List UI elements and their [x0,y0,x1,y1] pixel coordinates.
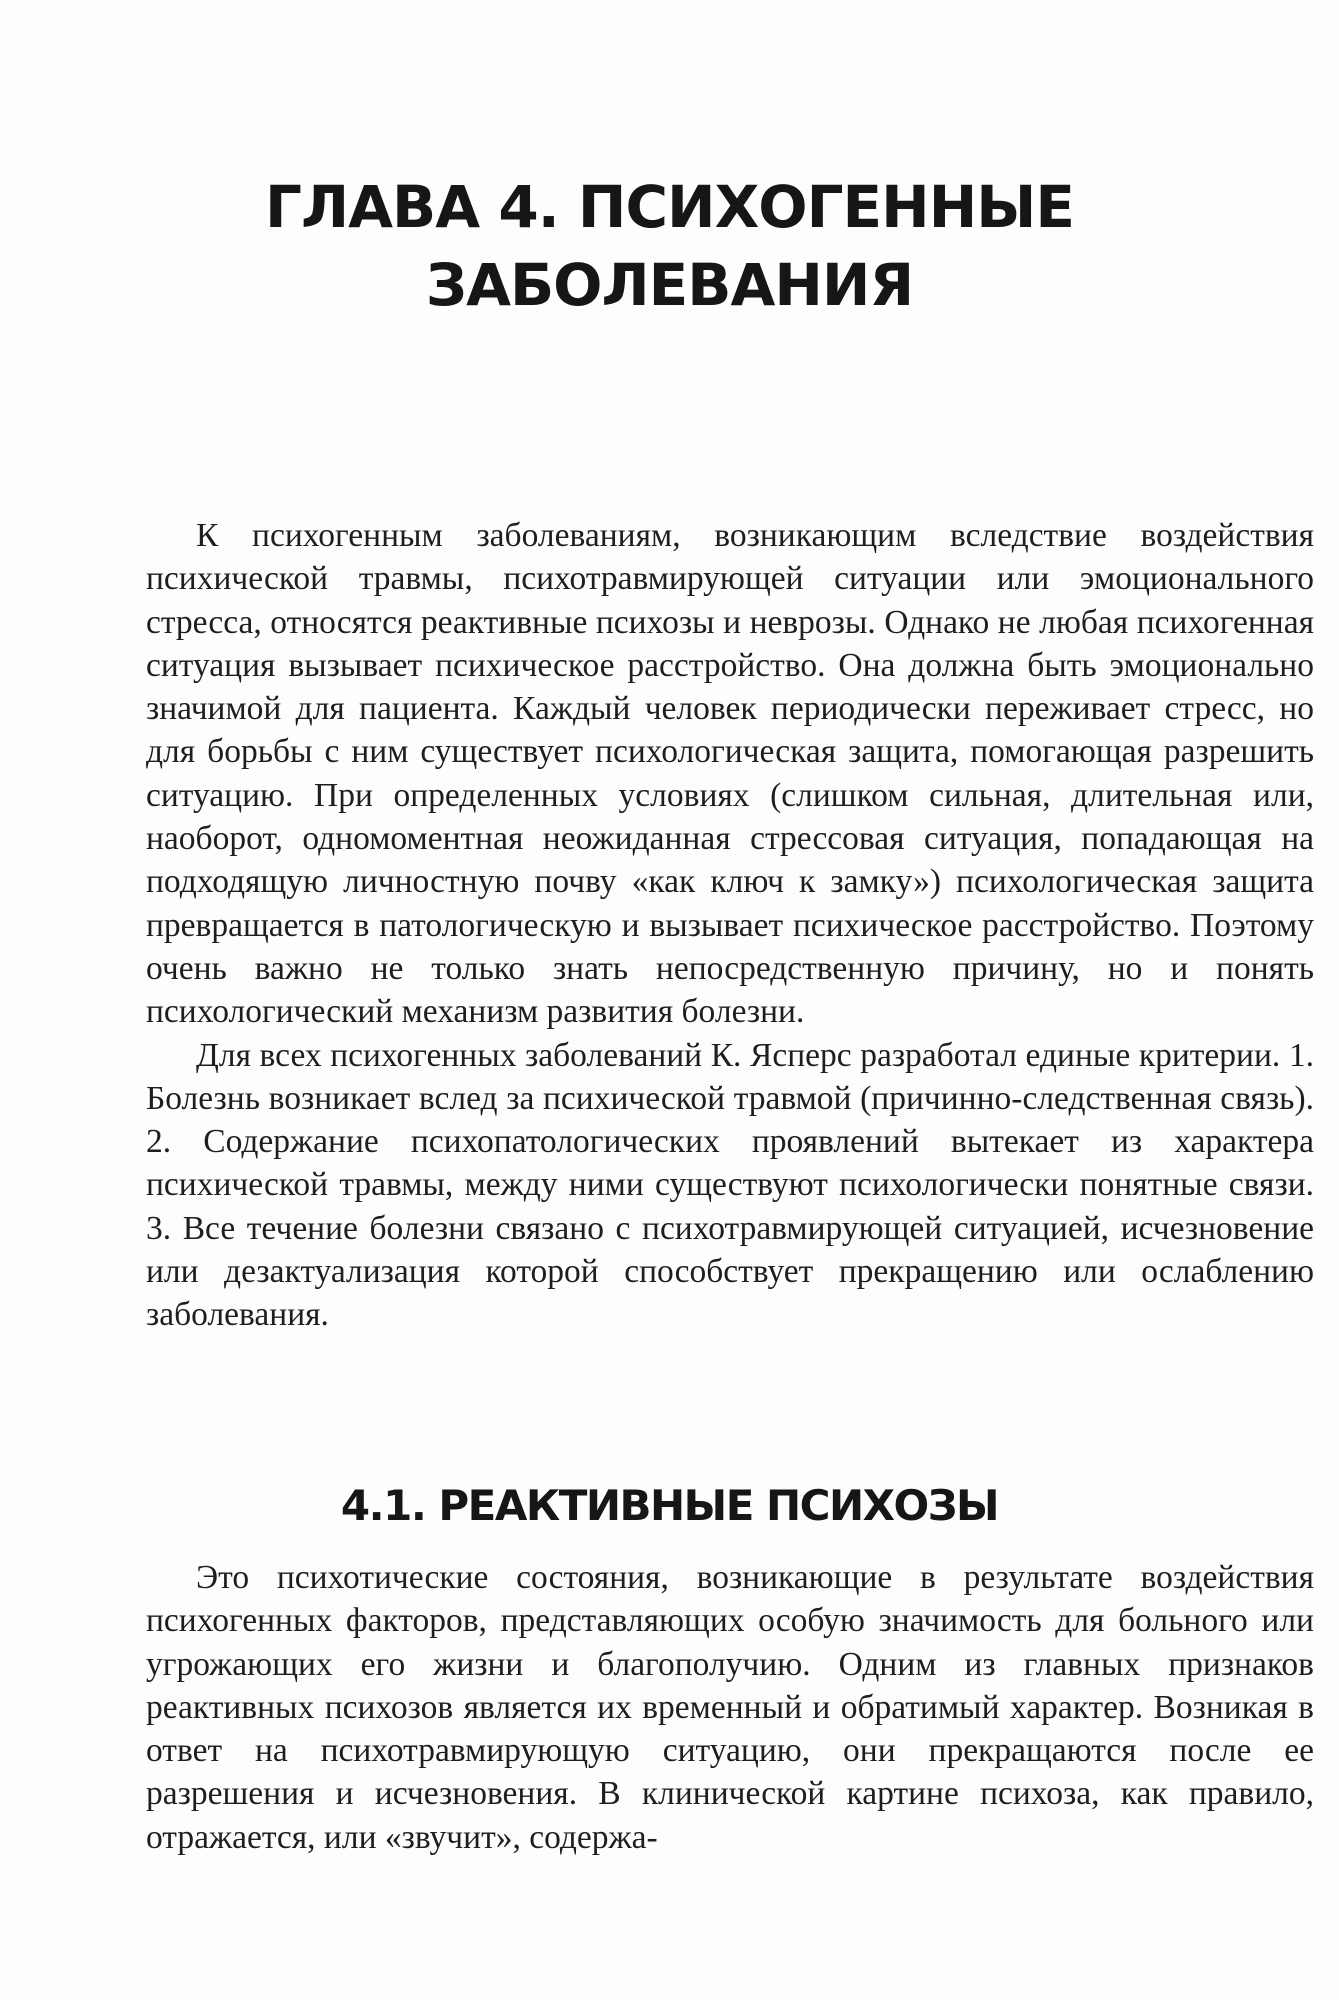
section-paragraph-1: Это психотические состояния, возникающие в результате воздействия психогенных факторов, представляющих особую значимость для больного или угрожающих его жизни и благополучию. Одним из главных признаков реактивных психозов является их временный и обратимый характер. Возникая в ответ на психотравмирующую ситуацию, они прекращаются после ее разрешения и исчезновения. В клинической картине психоза, как правило, отражается, или «звучит», содержа- [146,1559,1314,1856]
intro-paragraph-2: Для всех психогенных заболеваний К. Ясперс разработал единые критерии. 1. Болезнь возникает вслед за психической травмой (причинно-следственная связь). 2. Содержание психопатологических проявлений вытекает из характера психической травмы, между ними существуют психологически понятные связи. 3. Все течение болезни связано с психотравмирующей ситуацией, исчезновение или дезактуализация которой способствует прекращению или ослаблению заболевания. [146,1036,1314,1334]
chapter-title-line-2: ЗАБОЛЕВАНИЯ [425,251,914,319]
intro-paragraph-1: К психогенным заболеваниям, возникающим вследствие воздействия психической травмы, психотравмирующей ситуации или эмоционального стресса, относятся реактивные психозы и неврозы. Однако не любая психогенная ситуация вызывает психическое расстройство. Она должна быть эмоционально значимой для пациента. Каждый человек периодически переживает стресс, но для борьбы с ним существует психологическая защита, помогающая разрешить ситуацию. При определенных условиях (слишком сильная, длительная или, наоборот, одномоментная неожиданная стрессовая ситуация, попадающая на подходящую личностную почву «как ключ к замку») психологическая защита превращается в патологическую и вызывает психическое расстройство. Поэтому очень важно не только знать непосредственную причину, но и понять психологический механизм развития болезни. [146,517,1314,1031]
section-title: 4.1. РЕАКТИВНЫЕ ПСИХОЗЫ [340,1481,999,1530]
chapter-title-line-1: ГЛАВА 4. ПСИХОГЕННЫЕ [265,173,1074,241]
intro-text [146,514,1314,1337]
chapter-title [0,168,1339,324]
section-text [146,1556,1314,1859]
